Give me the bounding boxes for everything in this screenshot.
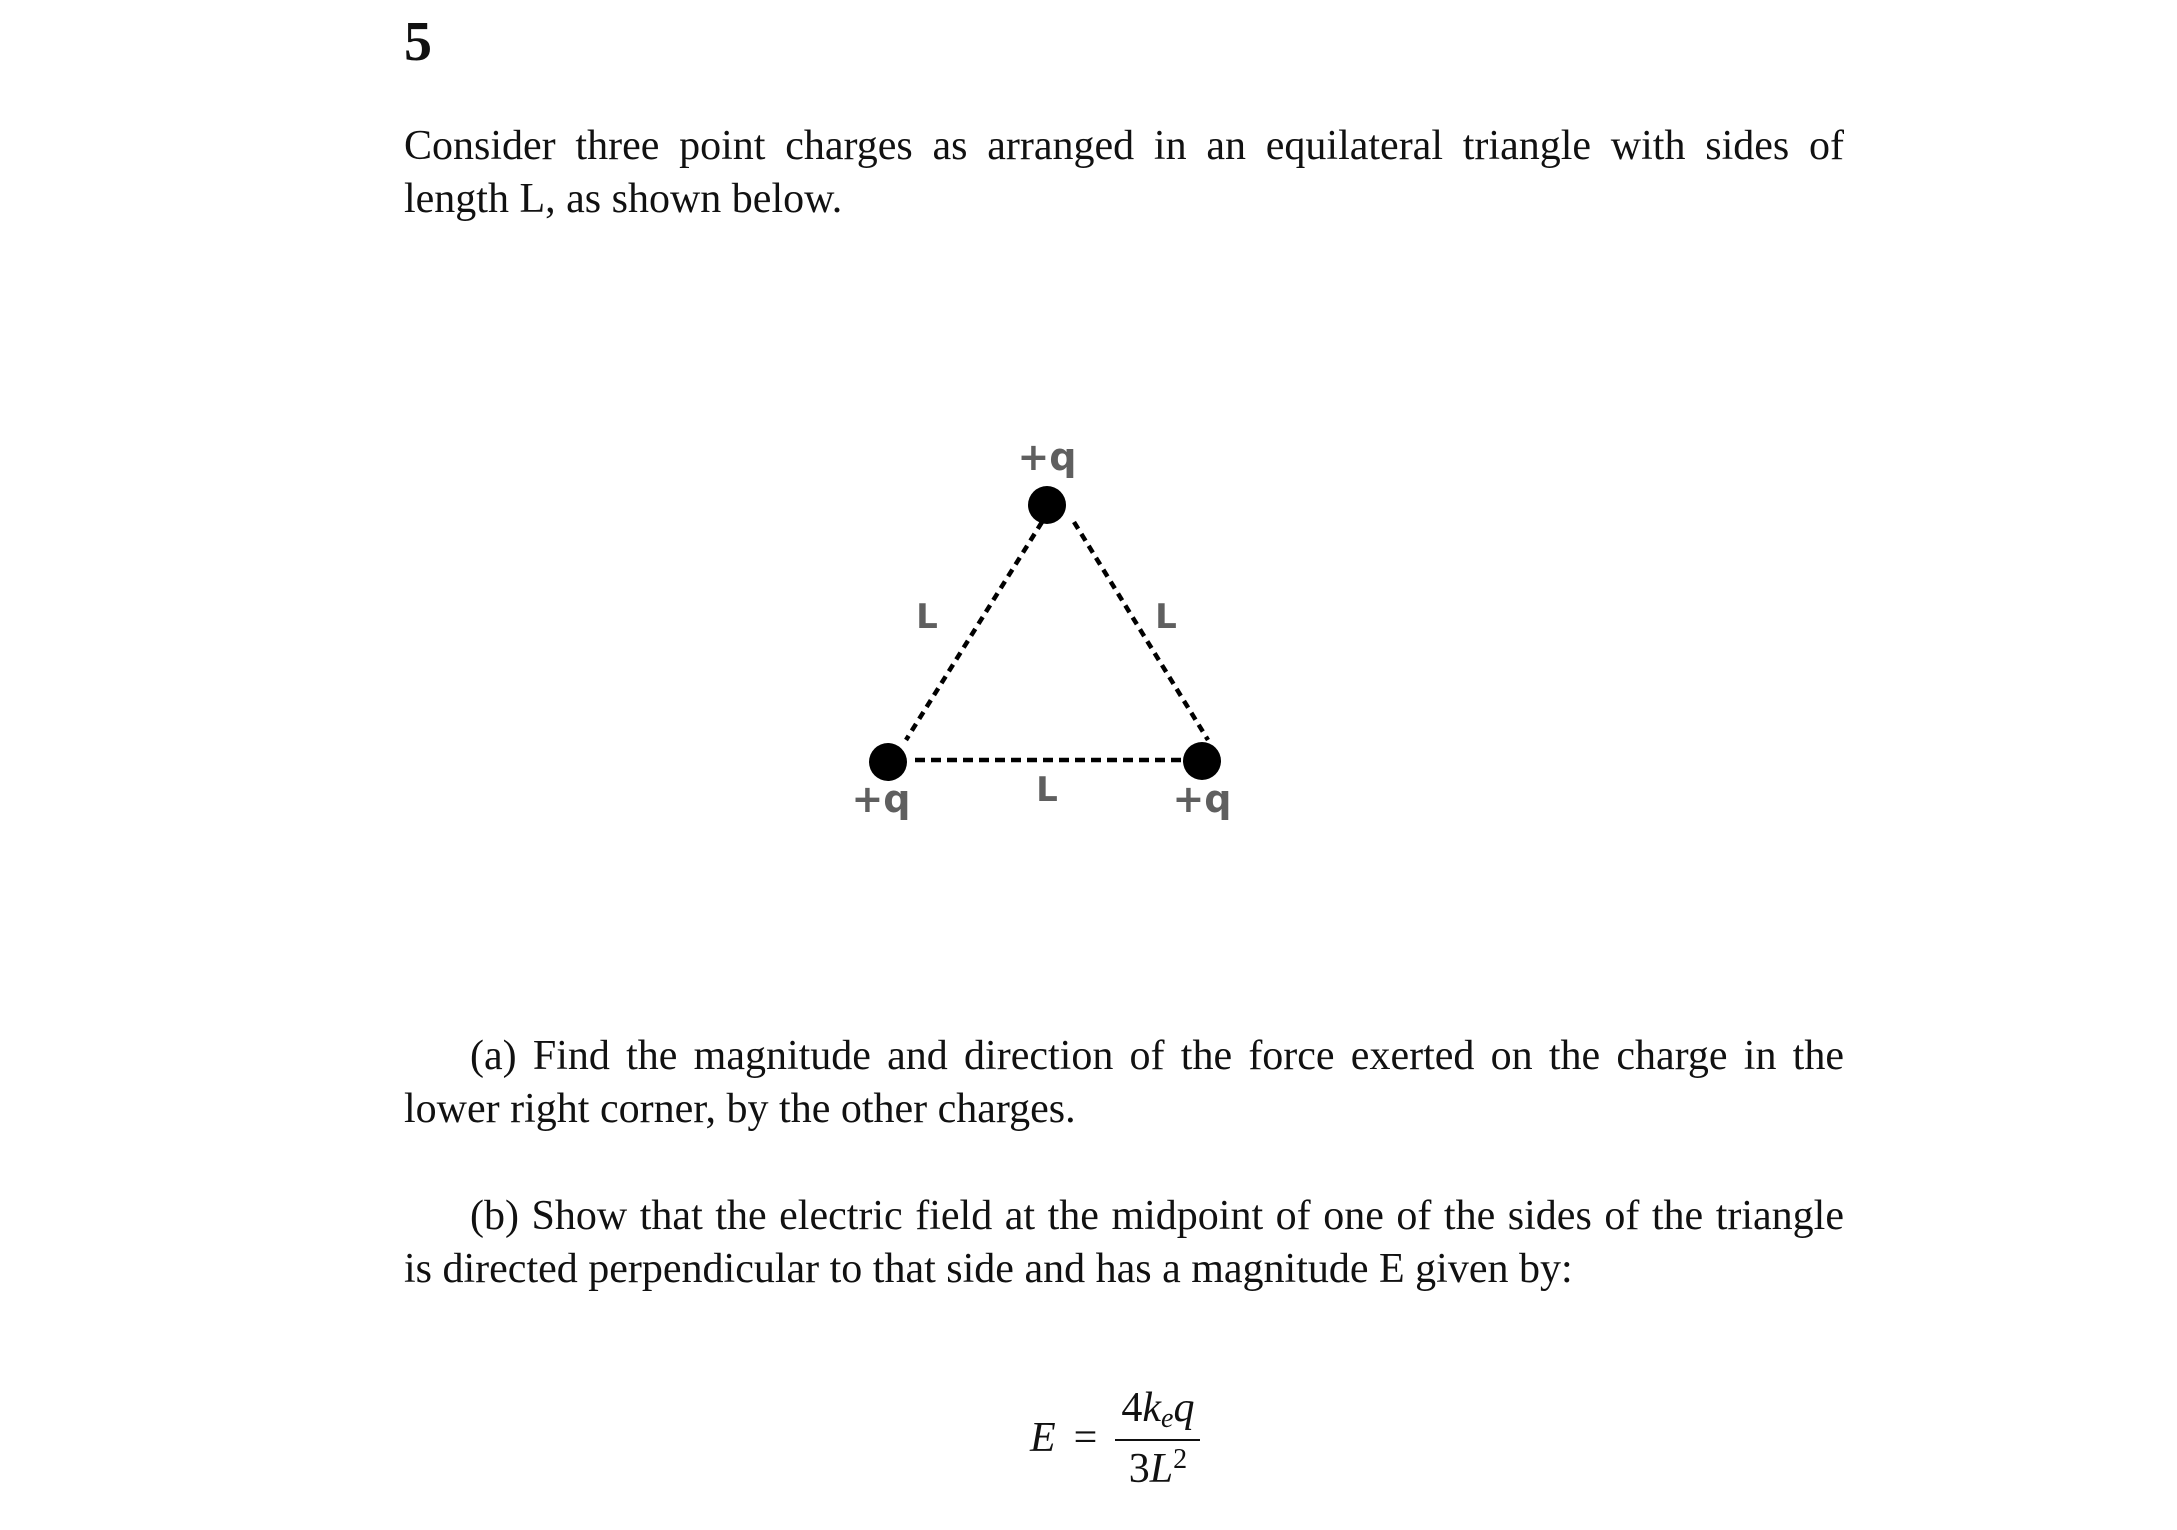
length-variable: L [1149, 1445, 1174, 1492]
charge-triangle-diagram [820, 420, 1270, 840]
field-equation [1030, 1385, 1200, 1492]
coulomb-constant: k [1142, 1385, 1161, 1431]
charge-bottom-right-label: +q [1172, 777, 1232, 821]
charge-bottom-left-label: +q [851, 777, 911, 821]
problem-intro: Consider three point charges as arranged in an equilateral triangle with sides of length L, as shown below. [404, 123, 1844, 222]
equation-fraction [1115, 1385, 1200, 1492]
charge-variable: q [1173, 1385, 1195, 1431]
fraction-denominator [1123, 1441, 1193, 1492]
side-left-label: L [916, 597, 938, 637]
equation-lhs: E [1030, 1415, 1056, 1462]
charge-top [1028, 486, 1066, 524]
side-right-label: L [1155, 597, 1177, 637]
problem-number: 5 [404, 11, 432, 73]
equals-sign: = [1073, 1415, 1098, 1462]
constant-subscript: e [1161, 1403, 1174, 1434]
charge-bottom-left [869, 743, 907, 781]
charge-top-label: +q [1017, 435, 1077, 479]
numerator-coefficient: 4 [1121, 1385, 1143, 1431]
length-exponent: 2 [1173, 1443, 1188, 1475]
part-a-question: (a) Find the magnitude and direction of the force exerted on the charge in the lower right corner, by the other charges. [404, 1033, 1844, 1132]
side-bottom-label: L [1036, 770, 1058, 810]
part-b-question: (b) Show that the electric field at the midpoint of one of the sides of the triangle is directed perpendicular to that side and has a magnitude E given by: [404, 1193, 1844, 1292]
denominator-coefficient: 3 [1128, 1445, 1150, 1492]
charge-bottom-right [1183, 742, 1221, 780]
fraction-numerator [1115, 1385, 1200, 1441]
side-right-line [1074, 522, 1208, 740]
